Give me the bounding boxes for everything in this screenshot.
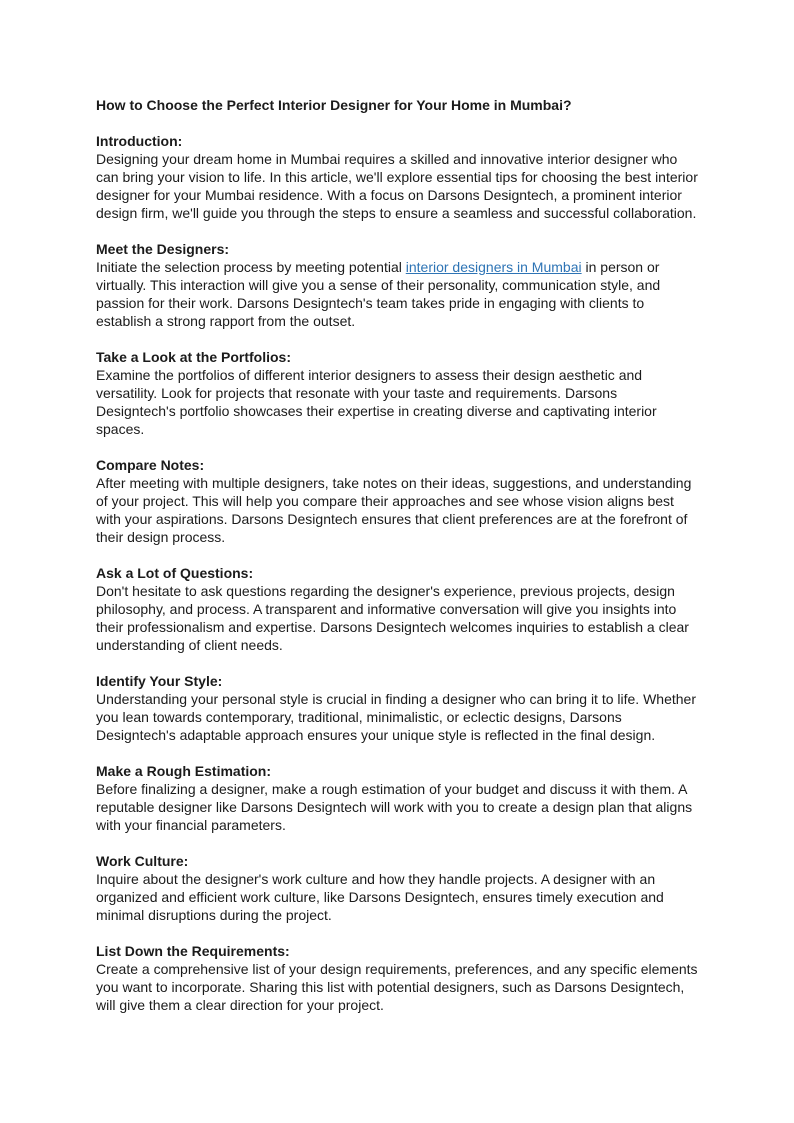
section-heading: Ask a Lot of Questions: [96, 565, 254, 581]
section-body: Inquire about the designer's work culture and how they handle projects. A designer with an organized and efficient work culture, like Darsons Designtech, ensures timely execution and minimal disruptions during the project. [96, 871, 664, 923]
section-body: Examine the portfolios of different interior designers to assess their design aesthetic and versatility. Look for projects that resonate with your taste and requirements. Darsons Designtech's portfolio showcases their expertise in creating diverse and captivating interior spaces. [96, 367, 657, 437]
section-body-text: Initiate the selection process by meeting potential [96, 259, 406, 275]
section-introduction [96, 132, 698, 222]
section-meet-the-designers [96, 240, 698, 330]
section-body-text: in person or virtually. This interaction will give you a sense of their personality, communication style, and passion for their work. Darsons Designtech's team takes pride in engaging with clients to establish a strong rapport from the outset. [96, 259, 661, 329]
section-heading: Identify Your Style: [96, 673, 223, 689]
section-take-a-look-at-the-portfolios [96, 348, 698, 438]
section-heading: Take a Look at the Portfolios: [96, 349, 291, 365]
section-body: After meeting with multiple designers, take notes on their ideas, suggestions, and understanding of your project. This will help you compare their approaches and see whose vision aligns best with your aspirations. Darsons Designtech ensures that client preferences are at the forefront of their design process. [96, 475, 692, 545]
page-title: How to Choose the Perfect Interior Designer for Your Home in Mumbai? [96, 97, 572, 113]
section-body: Understanding your personal style is crucial in finding a designer who can bring it to life. Whether you lean towards contemporary, traditional, minimalistic, or eclectic designs, Darsons Designtech's adaptable approach ensures your unique style is reflected in the final design. [96, 691, 696, 743]
section-ask-a-lot-of-questions [96, 564, 698, 654]
section-heading: List Down the Requirements: [96, 943, 290, 959]
section-work-culture [96, 852, 698, 924]
section-make-a-rough-estimation [96, 762, 698, 834]
section-body: Don't hesitate to ask questions regarding the designer's experience, previous projects, design philosophy, and process. A transparent and informative conversation will give you insights into their professionalism and expertise. Darsons Designtech welcomes inquiries to establish a clear understanding of client needs. [96, 583, 689, 653]
section-heading: Introduction: [96, 133, 183, 149]
section-heading: Meet the Designers: [96, 241, 230, 257]
section-body: Designing your dream home in Mumbai requires a skilled and innovative interior designer who can bring your vision to life. In this article, we'll explore essential tips for choosing the best interior designer for your Mumbai residence. With a focus on Darsons Designtech, a prominent interior design firm, we'll guide you through the steps to ensure a seamless and successful collaboration. [96, 151, 698, 221]
section-body: Create a comprehensive list of your design requirements, preferences, and any specific elements you want to incorporate. Sharing this list with potential designers, such as Darsons Designtech, will give them a clear direction for your project. [96, 961, 698, 1013]
interior-designers-in-mumbai-link[interactable]: interior designers in Mumbai [405, 259, 582, 275]
section-list-down-the-requirements [96, 942, 698, 1014]
section-compare-notes [96, 456, 698, 546]
section-heading: Make a Rough Estimation: [96, 763, 272, 779]
section-identify-your-style [96, 672, 698, 744]
section-heading: Compare Notes: [96, 457, 205, 473]
section-heading: Work Culture: [96, 853, 189, 869]
section-body: Before finalizing a designer, make a rough estimation of your budget and discuss it with them. A reputable designer like Darsons Designtech will work with you to create a design plan that aligns with your financial parameters. [96, 781, 693, 833]
section-body [96, 258, 698, 330]
